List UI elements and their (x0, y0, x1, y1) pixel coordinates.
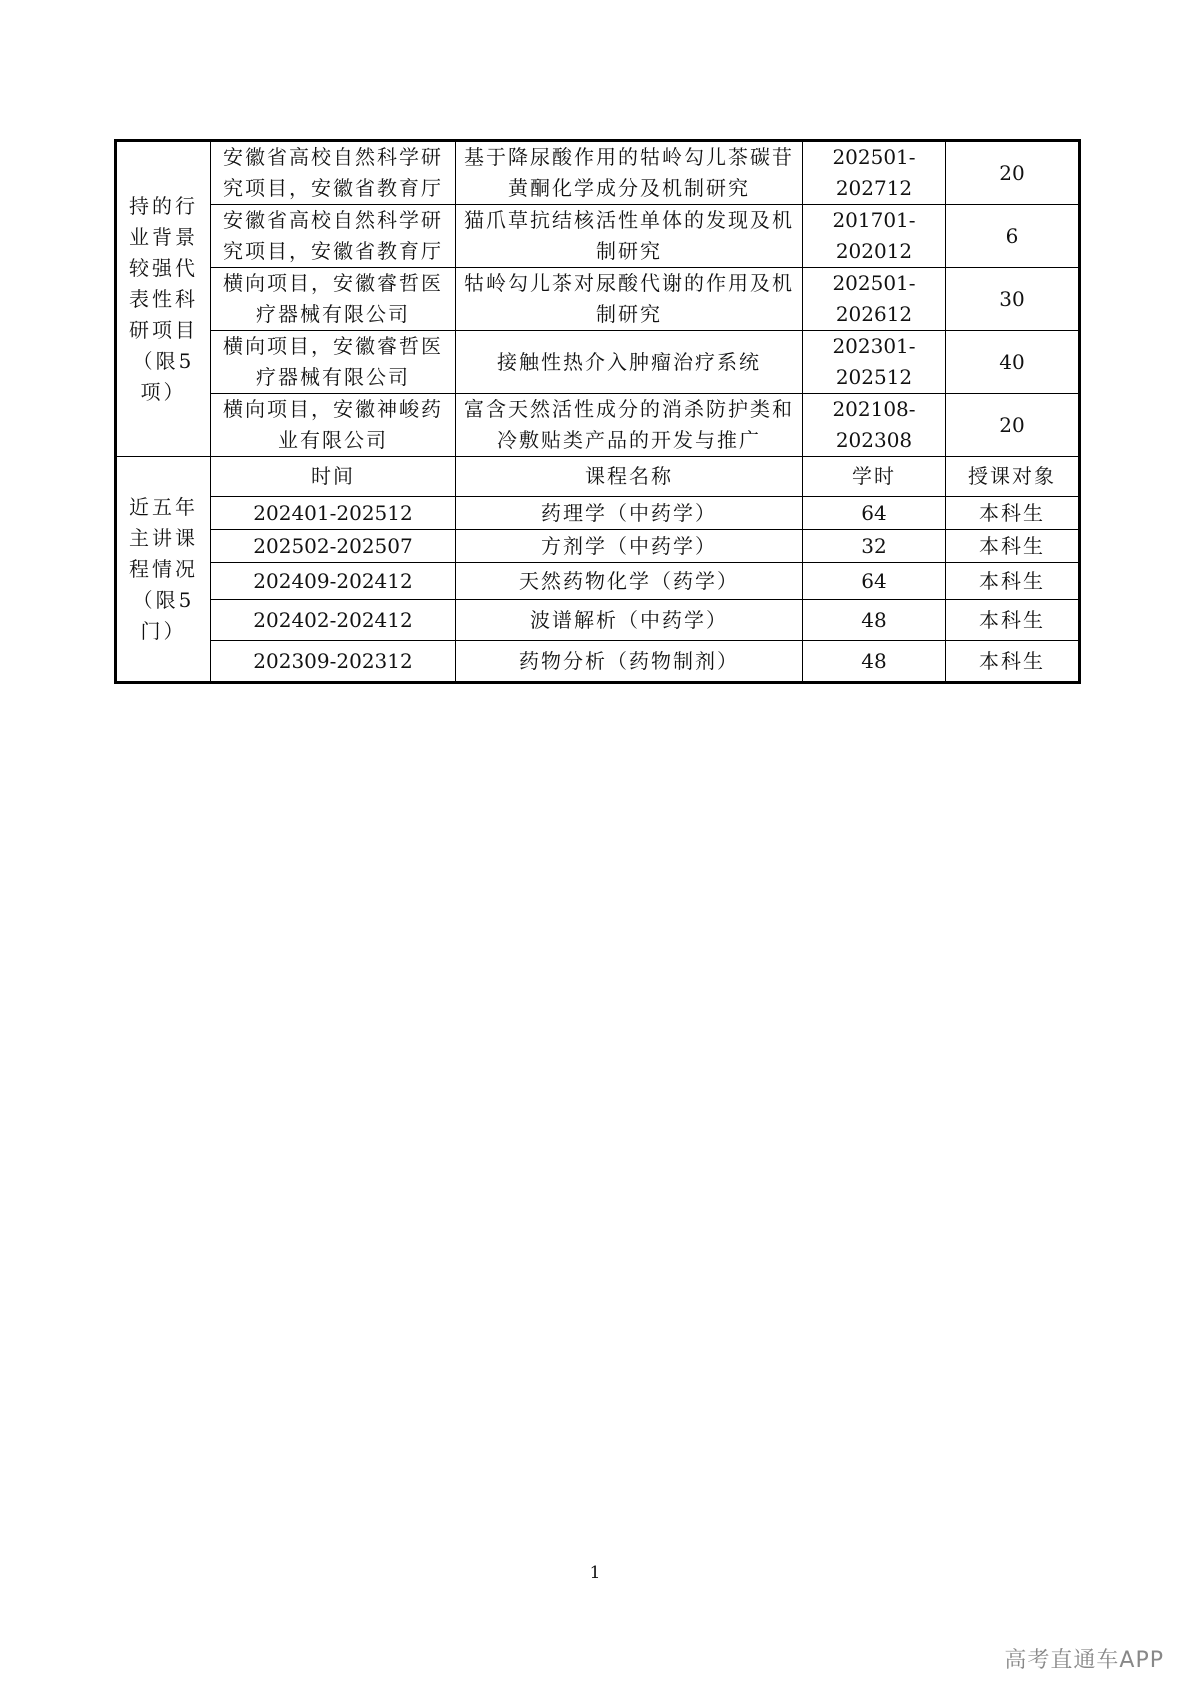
course-time: 202402-202412 (211, 600, 456, 641)
project-source: 横向项目，安徽睿哲医疗器械有限公司 (211, 331, 456, 394)
page-number: 1 (589, 1563, 601, 1583)
project-title: 猫爪草抗结核活性单体的发现及机制研究 (456, 205, 803, 268)
project-period: 202108-202308 (803, 394, 946, 457)
research-row (116, 141, 1080, 205)
course-header-hours: 学时 (803, 457, 946, 497)
project-title: 富含天然活性成分的消杀防护类和冷敷贴类产品的开发与推广 (456, 394, 803, 457)
project-funding: 30 (946, 268, 1080, 331)
course-target: 本科生 (946, 600, 1080, 641)
course-time: 202401-202512 (211, 497, 456, 530)
course-hours: 64 (803, 497, 946, 530)
course-section-label: 近五年主讲课程情况（限5门） (116, 457, 211, 683)
course-target: 本科生 (946, 641, 1080, 683)
project-period: 201701-202012 (803, 205, 946, 268)
course-row (116, 497, 1080, 530)
project-funding: 40 (946, 331, 1080, 394)
course-name: 波谱解析（中药学） (456, 600, 803, 641)
research-row (116, 205, 1080, 268)
course-row (116, 600, 1080, 641)
course-name: 天然药物化学（药学） (456, 563, 803, 600)
project-source: 横向项目，安徽睿哲医疗器械有限公司 (211, 268, 456, 331)
course-header-target: 授课对象 (946, 457, 1080, 497)
course-row (116, 563, 1080, 600)
course-name: 药物分析（药物制剂） (456, 641, 803, 683)
research-section-label: 持的行业背景较强代表性科研项目（限5项） (116, 141, 211, 457)
project-title: 接触性热介入肿瘤治疗系统 (456, 331, 803, 394)
project-source: 安徽省高校自然科学研究项目，安徽省教育厅 (211, 205, 456, 268)
course-target: 本科生 (946, 530, 1080, 563)
project-funding: 20 (946, 394, 1080, 457)
course-target: 本科生 (946, 563, 1080, 600)
course-name: 药理学（中药学） (456, 497, 803, 530)
course-time: 202309-202312 (211, 641, 456, 683)
course-header-row (116, 457, 1080, 497)
research-row (116, 394, 1080, 457)
course-hours: 64 (803, 563, 946, 600)
course-target: 本科生 (946, 497, 1080, 530)
course-name: 方剂学（中药学） (456, 530, 803, 563)
project-period: 202301-202512 (803, 331, 946, 394)
project-source: 横向项目，安徽神峻药业有限公司 (211, 394, 456, 457)
course-time: 202409-202412 (211, 563, 456, 600)
research-row (116, 268, 1080, 331)
course-hours: 48 (803, 600, 946, 641)
course-hours: 48 (803, 641, 946, 683)
project-funding: 20 (946, 141, 1080, 205)
course-row (116, 530, 1080, 563)
course-time: 202502-202507 (211, 530, 456, 563)
profile-table (114, 139, 1081, 684)
project-period: 202501-202612 (803, 268, 946, 331)
research-row (116, 331, 1080, 394)
project-period: 202501-202712 (803, 141, 946, 205)
project-funding: 6 (946, 205, 1080, 268)
course-header-name: 课程名称 (456, 457, 803, 497)
course-hours: 32 (803, 530, 946, 563)
project-title: 基于降尿酸作用的牯岭勾儿茶碳苷黄酮化学成分及机制研究 (456, 141, 803, 205)
watermark: 高考直通车APP (1004, 1648, 1164, 1673)
course-row (116, 641, 1080, 683)
project-source: 安徽省高校自然科学研究项目，安徽省教育厅 (211, 141, 456, 205)
project-title: 牯岭勾儿茶对尿酸代谢的作用及机制研究 (456, 268, 803, 331)
course-header-time: 时间 (211, 457, 456, 497)
